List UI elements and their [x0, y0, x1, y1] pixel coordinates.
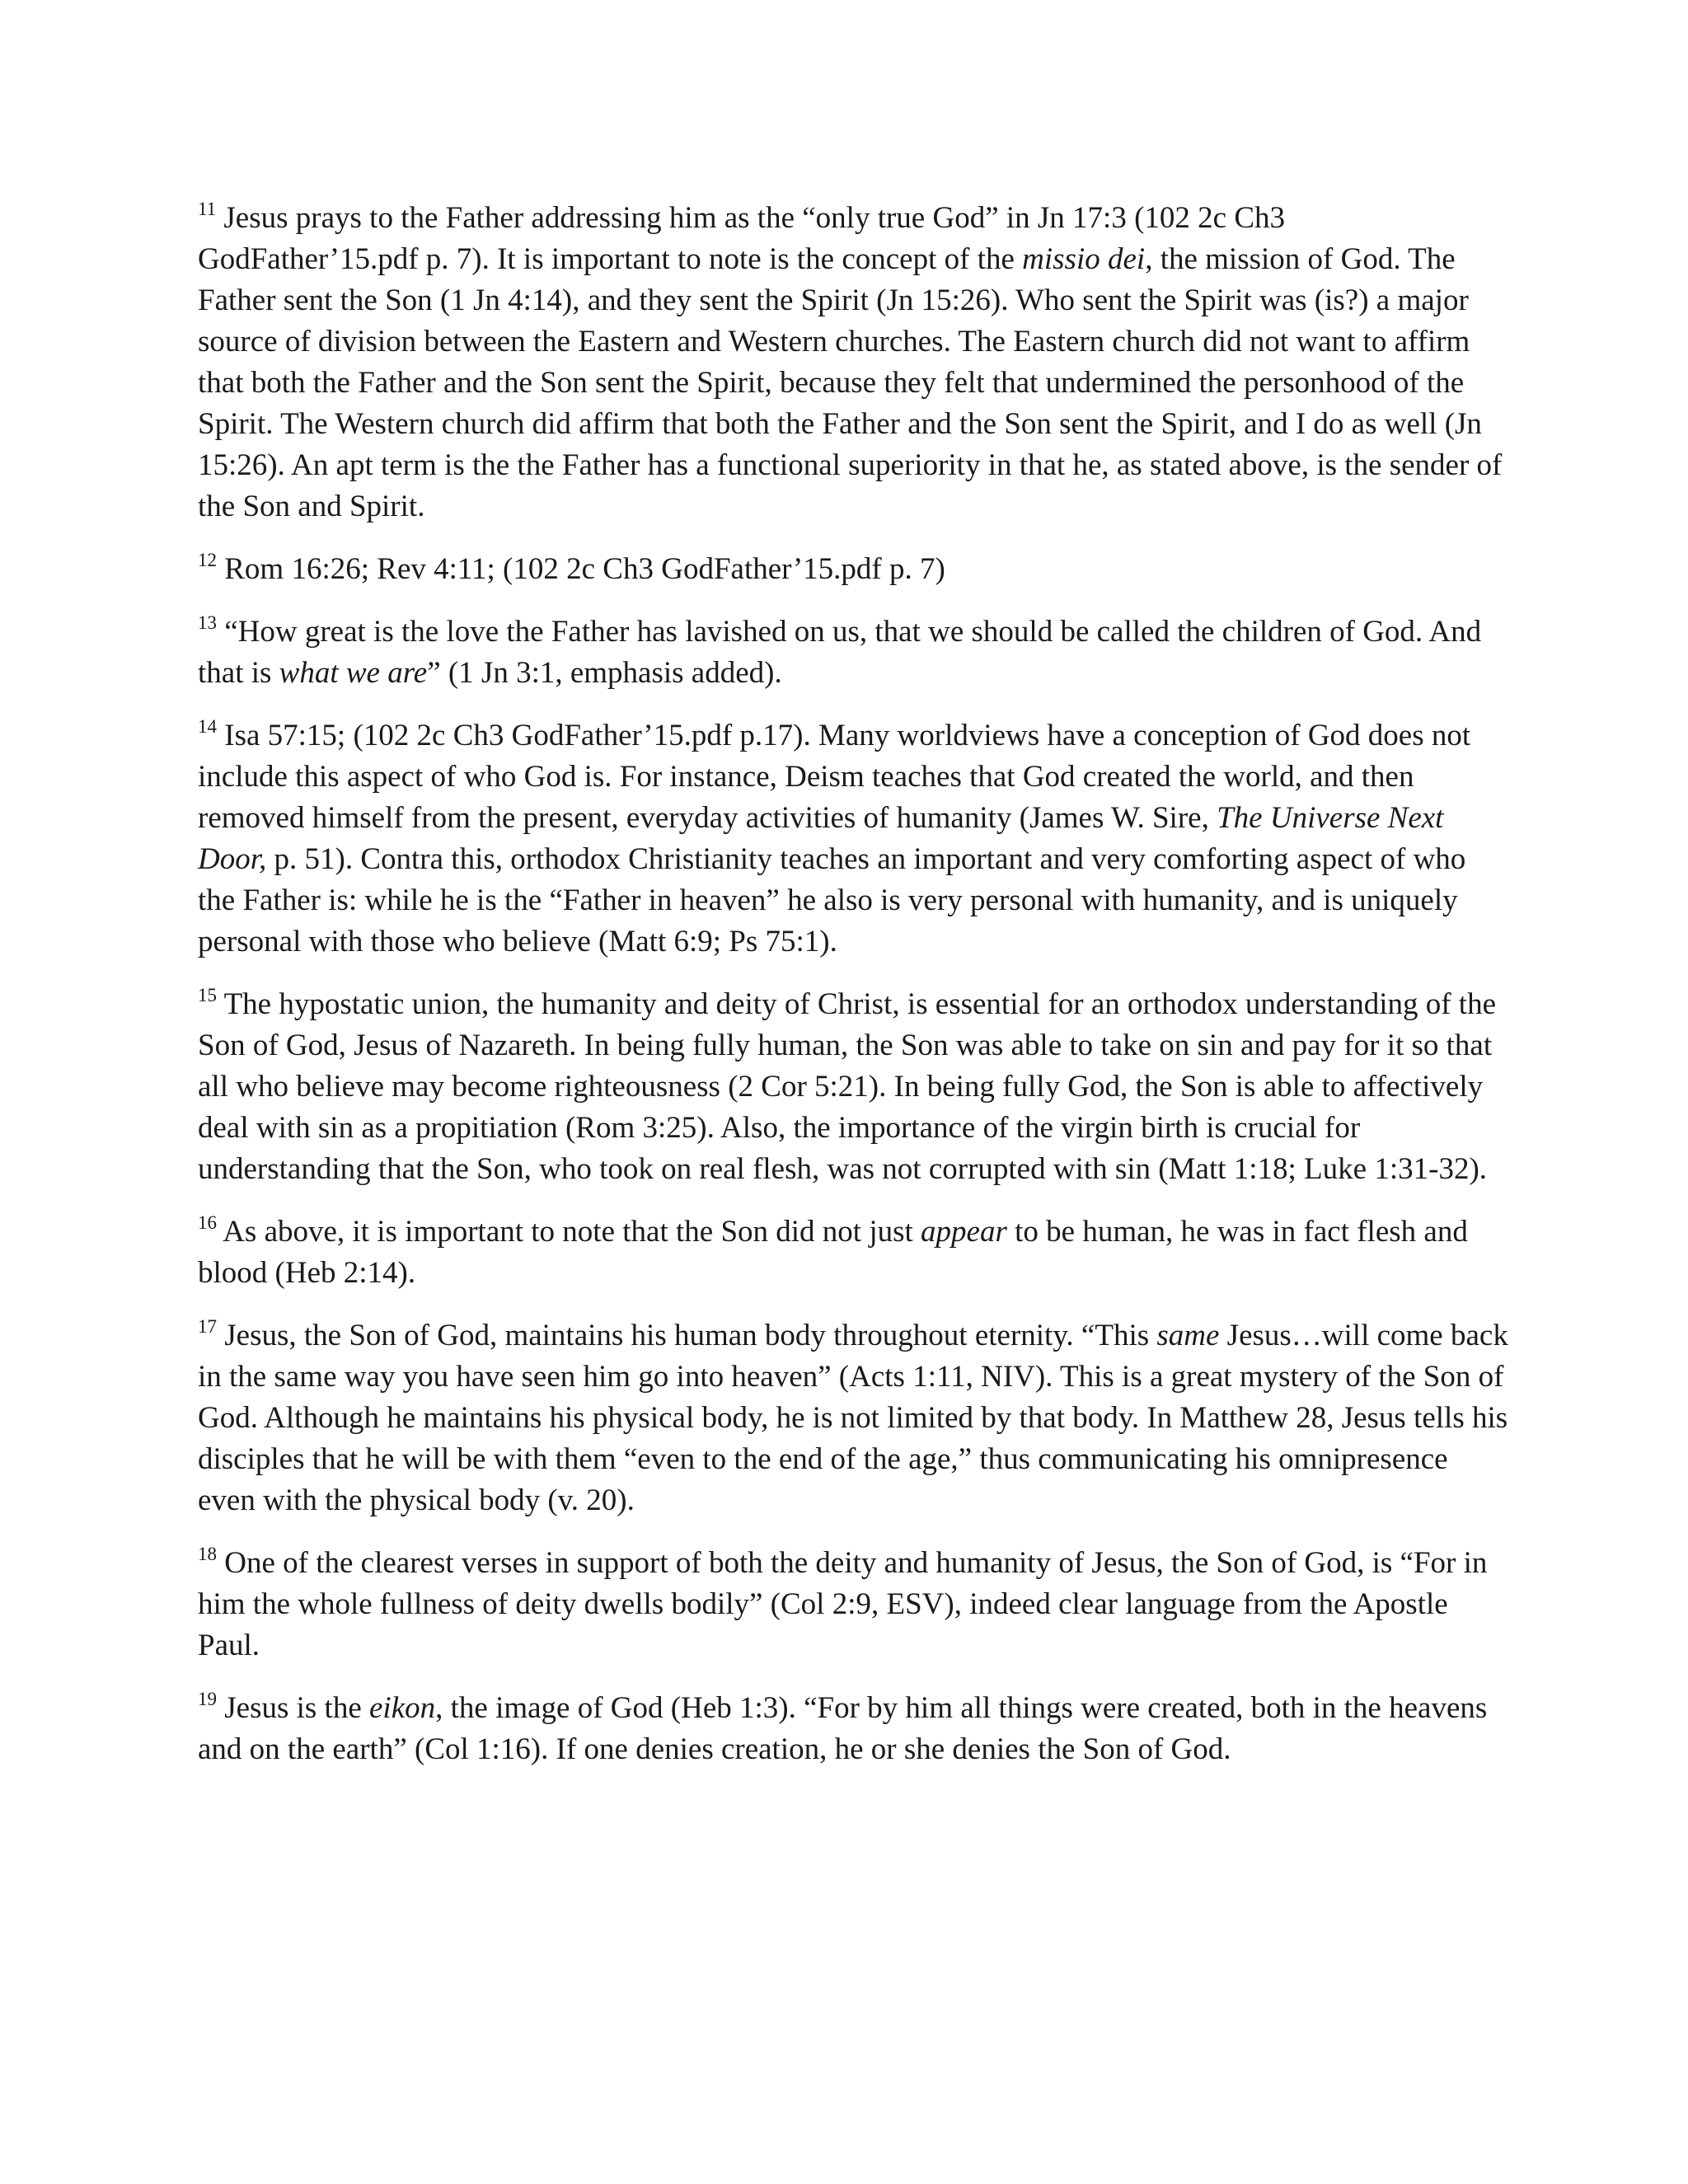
footnote-number: 15 [198, 985, 217, 1005]
footnote-number: 11 [198, 199, 217, 219]
footnote-text: One of the clearest verses in support of both the deity and humanity of Jesus, the Son of God, is “For in him the whole fullness of deity dwells bodily” (Col 2:9, ESV), indeed clear language from the Apostle Paul. [198, 1546, 1488, 1662]
footnote-text: Rom 16:26; Rev 4:11; (102 2c Ch3 GodFather’15.pdf p. 7) [217, 552, 945, 586]
footnote-16 [198, 1212, 1508, 1294]
footnote-text: Jesus, the Son of God, maintains his human body throughout eternity. “This [217, 1319, 1157, 1352]
footnote-italic-text: The Universe Next Door, [198, 801, 1444, 876]
footnote-number: 12 [198, 550, 217, 570]
footnote-text: The hypostatic union, the humanity and deity of Christ, is essential for an orthodox understanding of the Son of God, Jesus of Nazareth. In being fully human, the Son was able to take on sin and pay for it so that all who believe may become righteousness (2 Cor 5:21). In being fully God, the Son is able to affectively deal with sin as a propitiation (Rom 3:25). Also, the importance of the virgin birth is crucial for understanding that the Son, who took on real flesh, was not corrupted with sin (Matt 1:18; Luke 1:31-32). [198, 987, 1497, 1186]
footnote-15 [198, 984, 1508, 1190]
footnote-number: 14 [198, 716, 217, 737]
footnote-number: 13 [198, 612, 217, 633]
footnote-text: to be human, he was in fact flesh and blood (Heb 2:14). [198, 1215, 1468, 1290]
footnote-italic-text: missio dei [1022, 242, 1146, 276]
footnote-text: As above, it is important to note that the Son did not just [217, 1215, 921, 1249]
footnote-text: , the mission of God. The Father sent the Son (1 Jn 4:14), and they sent the Spirit (Jn 15:26). Who sent the Spirit was (is?) a major source of division between the Eastern and Western churches. The Eastern church did not want to affirm that both the Father and the Son sent the Spirit, because they felt that undermined the personhood of the Spirit. The Western church did affirm that both the Father and the Son sent the Spirit, and I do as well (Jn 15:26). An apt term is the the Father has a functional superiority in that he, as stated above, is the sender of the Son and Spirit. [198, 242, 1503, 523]
footnote-text: Jesus prays to the Father addressing him as the “only true God” in Jn 17:3 (102 2c Ch3 GodFather’15.pdf p. 7). It is important to note is the concept of the [198, 201, 1285, 276]
footnote-14 [198, 715, 1508, 963]
footnote-11 [198, 198, 1508, 527]
footnote-italic-text: same [1156, 1319, 1220, 1352]
footnote-17 [198, 1315, 1508, 1521]
footnotes-list [198, 198, 1508, 1792]
footnote-19 [198, 1688, 1508, 1770]
footnote-12 [198, 549, 1508, 590]
footnote-18 [198, 1543, 1508, 1666]
footnote-number: 19 [198, 1689, 217, 1709]
footnote-number: 16 [198, 1212, 217, 1233]
footnote-text: p. 51). Contra this, orthodox Christianity teaches an important and very comforting aspect of who the Father is: while he is the “Father in heaven” he also is very personal with humanity, and is uniquely personal with those who believe (Matt 6:9; Ps 75:1). [198, 842, 1466, 958]
footnote-text: Isa 57:15; (102 2c Ch3 GodFather’15.pdf p.17). Many worldviews have a conception of God does not include this aspect of who God is. For instance, Deism teaches that God created the world, and then removed himself from the present, everyday activities of humanity (James W. Sire, [198, 719, 1471, 835]
footnote-italic-text: what we are [279, 656, 428, 690]
footnote-italic-text: eikon [369, 1691, 436, 1725]
footnote-text: Jesus is the [217, 1691, 369, 1725]
footnote-text: Jesus…will come back in the same way you have seen him go into heaven” (Acts 1:11, NIV). This is a great mystery of the Son of God. Although he maintains his physical body, he is not limited by that body. In Matthew 28, Jesus tells his disciples that he will be with them “even to the end of the age,” thus communicating his omnipresence even with the physical body (v. 20). [198, 1319, 1508, 1517]
footnote-text: “How great is the love the Father has lavished on us, that we should be called the children of God. And that is [198, 615, 1482, 690]
footnote-text: , the image of God (Heb 1:3). “For by him all things were created, both in the heavens and on the earth” (Col 1:16). If one denies creation, he or she denies the Son of God. [198, 1691, 1488, 1766]
footnote-number: 17 [198, 1316, 217, 1337]
footnote-13 [198, 612, 1508, 694]
footnote-italic-text: appear [921, 1215, 1007, 1249]
footnote-number: 18 [198, 1544, 217, 1564]
footnote-text: ” (1 Jn 3:1, emphasis added). [427, 656, 782, 690]
